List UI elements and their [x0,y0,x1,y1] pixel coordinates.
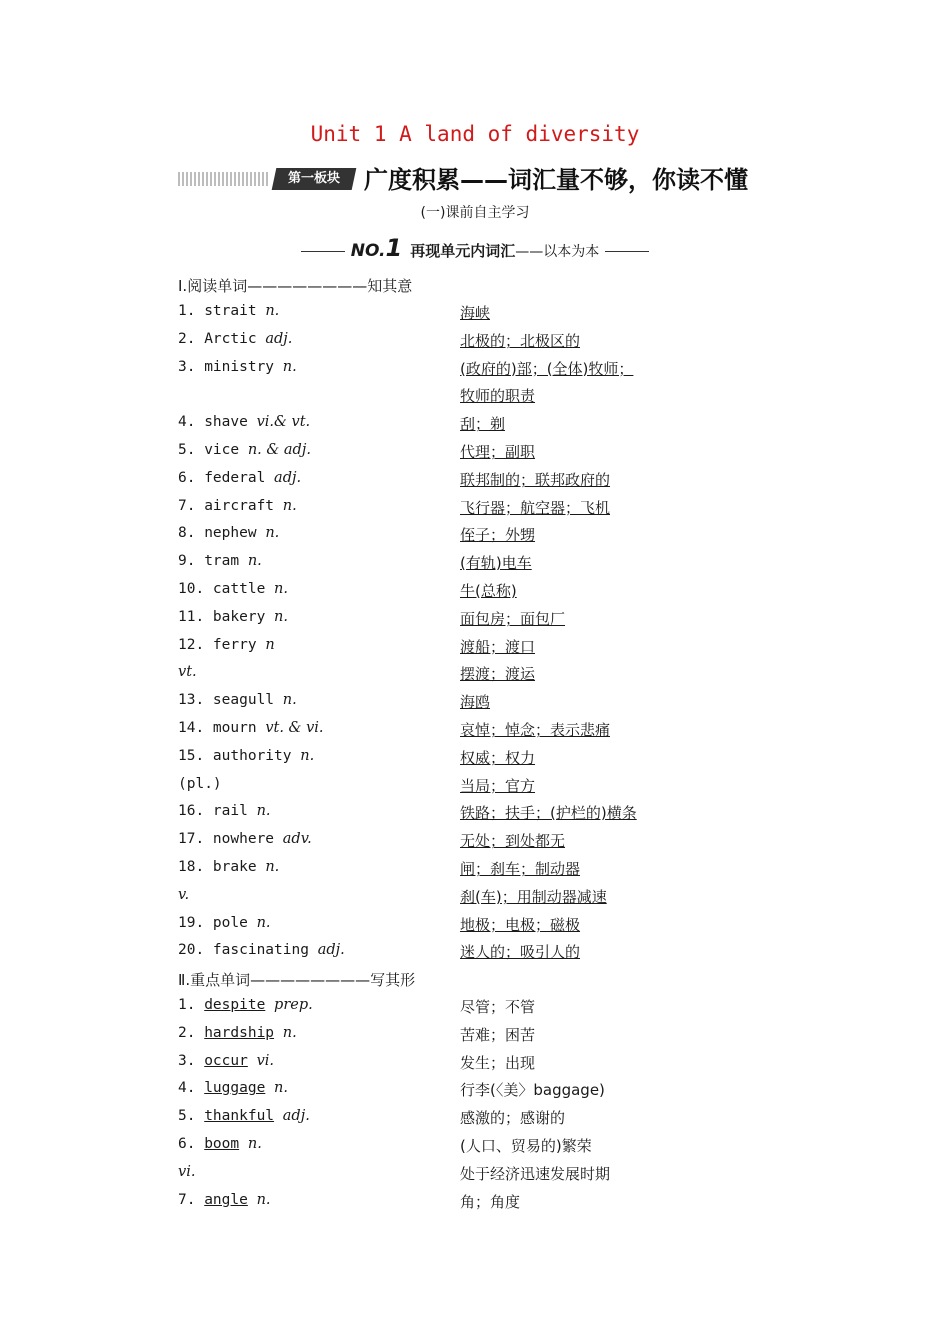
term-pos: n. [256,803,271,820]
term-word: 2. Arctic [178,330,257,347]
term-meaning: 北极的；北极区的 [460,331,581,350]
key-word-meaning: 角；角度 [460,1192,521,1211]
vocab-term [178,748,314,764]
term-pos: n. & adj. [247,442,311,458]
term-word: 6. federal [178,469,266,486]
vocab-term [178,720,324,736]
key-word-number: 2. [178,1024,196,1041]
key-word-meaning: 尽管；不管 [460,998,536,1016]
subtitle: (一)课前自主学习 [420,205,530,221]
vocab-term [178,887,189,903]
key-word-answer: boom [204,1136,240,1152]
key-word-answer: luggage [204,1080,266,1097]
key-word-answer: despite [204,997,266,1013]
term-word: 4. shave [178,414,248,431]
banner-stripe-decoration [178,172,270,186]
vocab-term [178,637,275,653]
key-word-answer: hardship [204,1024,275,1041]
term-word: 19. pole [178,914,248,931]
key-word-pos: n. [256,1191,271,1208]
term-pos: n [265,636,275,653]
key-word-row [178,1136,262,1152]
key-word-meaning: 感激的；感谢的 [460,1109,566,1128]
term-meaning: 刹(车)；用制动器减速 [460,887,607,906]
key-word-number: 3. [178,1052,196,1069]
key-word-row [178,1080,288,1096]
key-word-pos: vi. [256,1052,275,1069]
vocab-term [178,498,297,514]
header-rule-right [605,251,649,252]
vocab-term [178,331,292,347]
term-word: 11. bakery [178,608,266,625]
term-meaning: 摆渡；渡运 [460,665,536,684]
term-pos: vt. & vi. [265,720,324,736]
key-word-pos: n. [274,1080,288,1097]
term-meaning: 牧师的职责 [460,387,536,406]
vocab-term [178,303,279,319]
key-word-number: 7. [178,1191,196,1208]
term-meaning: 联邦制的；联邦政府的 [460,470,611,489]
key-word-number: 4. [178,1080,196,1097]
vocab-term [178,525,279,541]
key-word-number: 1. [178,997,196,1013]
term-word: 1. strait [178,303,257,319]
vocab-term [178,664,197,680]
term-pos: n. [274,581,288,597]
section-no: NO. [350,241,386,261]
term-meaning: 侄子；外甥 [460,526,536,545]
term-word: 20. fascinating [178,942,309,959]
term-pos: vt. [178,664,197,681]
vocab-term [178,581,288,597]
key-word-answer: thankful [204,1108,275,1125]
key-word-answer: occur [204,1052,248,1069]
term-pos: n. [282,358,297,375]
key-word-pos: n. [282,1024,297,1041]
term-word: 18. brake [178,859,257,875]
vocab-term [178,942,345,958]
key-word-meaning: 行李(〈美〉baggage) [460,1081,605,1100]
key-word-number: 6. [178,1136,196,1152]
key-word-row [178,1053,274,1069]
term-meaning: 权威；权力 [460,748,536,767]
term-word: 17. nowhere [178,831,275,848]
key-word-meaning: 发生；出现 [460,1053,536,1072]
term-meaning: 面包房；面包厂 [460,609,566,628]
key-word-pos: adj. [282,1108,310,1125]
term-word: 13. seagull [178,692,275,709]
key-word-row [178,997,313,1013]
term-meaning: (政府的)部；(全体)牧师； [460,359,634,378]
key-word-pos: n. [247,1136,262,1152]
key-word-meaning: 苦难；困苦 [460,1025,536,1044]
vocab-term [178,414,310,430]
vocab-term [178,442,311,458]
vocab-term [178,776,222,792]
vocab-term [178,609,288,625]
term-pos: vi.& vt. [256,414,311,431]
key-word-pos: vi. [178,1163,196,1180]
term-meaning: 代理；副职 [460,443,536,461]
term-pos: n. [247,553,262,570]
term-pos: adj. [317,942,345,959]
key-word-meaning: (人口、贸易的)繁荣 [460,1137,592,1155]
term-word: 14. mourn [178,720,257,736]
section-title: 再现单元内词汇 [410,242,516,260]
banner-badge: 第一板块 [272,168,357,190]
key-word-row [178,1025,297,1041]
vocab-term [178,803,271,819]
term-meaning: 迷人的；吸引人的 [460,943,581,962]
term-meaning: 当局；官方 [460,776,536,795]
key-word-meaning: 处于经济迅速发展时期 [460,1164,611,1183]
section-tail: ——以本为本 [515,244,600,260]
term-meaning: 刮；剃 [460,415,506,434]
term-meaning: 牛(总称) [460,582,517,600]
term-word: (pl.) [178,775,222,792]
unit-title: Unit 1 A land of diversity [310,122,640,146]
term-meaning: 飞行器；航空器；飞机 [460,498,611,517]
term-meaning: (有轨)电车 [460,554,532,573]
term-pos: n. [274,608,288,625]
term-pos: n. [265,859,280,875]
section-banner [178,160,748,196]
term-meaning: 无处；到处都无 [460,832,566,851]
key-word-row [178,1108,310,1124]
term-pos: n. [265,525,280,542]
term-pos: adv. [282,831,312,848]
term-word: 15. authority [178,747,292,764]
term-pos: n. [265,303,280,319]
term-word: 16. rail [178,803,248,820]
banner-title: 广度积累——词汇量不够，你读不懂 [364,166,748,194]
part2-heading: Ⅱ.重点单词————————写其形 [178,971,416,989]
header-rule-left [301,251,345,252]
term-meaning: 闸；刹车；制动器 [460,860,581,878]
term-pos: adj. [274,469,302,486]
term-meaning: 海峡 [460,304,491,322]
part1-heading: Ⅰ.阅读单词————————知其意 [178,277,413,295]
term-pos: n. [300,747,315,764]
vocab-term [178,915,271,931]
section-number: 1 [385,234,403,262]
key-word-row [178,1164,195,1180]
key-word-answer: angle [204,1191,248,1208]
term-pos: n. [282,692,297,709]
term-word: 10. cattle [178,581,266,597]
term-word: 7. aircraft [178,497,275,514]
key-word-row [178,1192,271,1208]
term-meaning: 哀悼；悼念；表示悲痛 [460,721,611,739]
term-pos: adj. [265,330,293,347]
section-header [0,234,950,262]
term-word: 9. tram [178,553,240,570]
term-word: 5. vice [178,442,240,458]
vocab-term [178,359,297,375]
term-pos: v. [178,886,190,903]
key-word-pos: prep. [274,997,313,1013]
vocab-term [178,859,279,875]
term-pos: n. [282,497,297,514]
vocab-term [178,831,312,847]
key-word-number: 5. [178,1108,196,1125]
vocab-term [178,692,297,708]
vocab-term [178,553,262,569]
term-pos: n. [256,914,271,931]
term-meaning: 地极；电极；磁极 [460,915,581,934]
term-word: 8. nephew [178,525,257,542]
term-meaning: 铁路；扶手；(护栏的)横条 [460,804,637,823]
term-word: 12. ferry [178,636,257,653]
vocab-term [178,470,301,486]
term-meaning: 渡船；渡口 [460,637,536,656]
term-word: 3. ministry [178,358,275,375]
term-meaning: 海鸥 [460,693,491,712]
